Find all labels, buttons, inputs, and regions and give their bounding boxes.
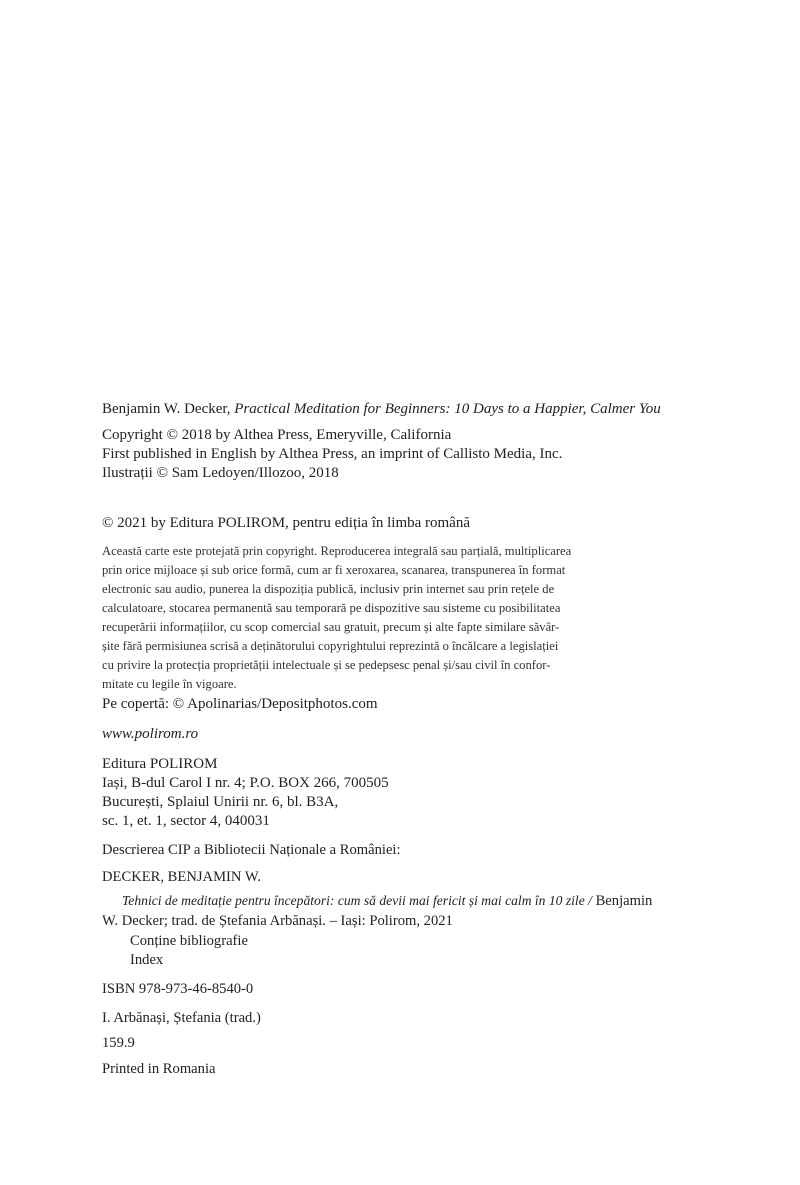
publisher-bucharest-address: București, Splaiul Unirii nr. 6, bl. B3A, [102,794,339,810]
cip-publication-line: W. Decker; trad. de Ștefania Arbănași. – Iași: Polirom, 2021 [102,913,453,929]
cip-heading: Descrierea CIP a Bibliotecii Naționale a României: [102,842,401,858]
cip-note-index: Index [130,952,164,968]
printed-in: Printed in Romania [102,1061,216,1077]
cip-isbn: ISBN 978-973-46-8540-0 [102,981,254,997]
publisher-bucharest-address-2: sc. 1, et. 1, sector 4, 040031 [102,813,270,829]
legal-notice-line: electronic sau audio, punerea la dispoziția publică, inclusiv prin internet sau prin rețele de [102,582,555,596]
credits-copyright: Copyright © 2018 by Althea Press, Emeryville, California [102,427,452,443]
legal-notice-line: recuperării informațiilor, cu scop comercial sau gratuit, precum și alte fapte similare săvâr- [102,620,560,634]
credits-author: Benjamin W. Decker, [102,401,231,417]
cip-title-rest: Benjamin [595,893,653,909]
legal-notice-line: prin orice mijloace și sub orice formă, cum ar fi xeroxarea, scanarea, transpunerea în format [102,563,566,577]
cip-translator: I. Arbănași, Ștefania (trad.) [102,1010,261,1026]
website-link[interactable]: www.polirom.ro [102,726,199,742]
edition-copyright: © 2021 by Editura POLIROM, pentru ediția în limba română [102,515,470,531]
cip-note-bibliography: Conține bibliografie [130,933,248,949]
legal-notice-line: Această carte este protejată prin copyright. Reproducerea integrală sau parțială, multiplicarea [102,544,572,558]
cip-title-line [122,894,652,909]
credits-author-title-line [102,402,661,417]
credits-first-published: First published in English by Althea Press, an imprint of Callisto Media, Inc. [102,446,563,462]
credits-original-title: Practical Meditation for Beginners: 10 Days to a Happier, Calmer You [234,401,661,417]
cip-classification: 159.9 [102,1035,135,1051]
legal-notice-line: șite fără permisiunea scrisă a deținătorului copyrightului reprezintă o încălcare a legislației [102,639,559,653]
publisher-name: Editura POLIROM [102,756,218,772]
cip-title-italic: Tehnici de meditație pentru începători: cum să devii mai fericit și mai calm în 10 zile / [122,893,592,908]
legal-notice-line: cu privire la protecția proprietății intelectuale și se pedepsesc penal și/sau civil în confor- [102,658,551,672]
legal-notice-line: calculatoare, stocarea permanentă sau temporară pe dispozitive sau sisteme cu posibilitatea [102,601,561,615]
cip-author-heading: DECKER, BENJAMIN W. [102,869,261,885]
publisher-iasi-address: Iași, B-dul Carol I nr. 4; P.O. BOX 266, 700505 [102,775,389,791]
credits-illustrations: Ilustrații © Sam Ledoyen/Illozoo, 2018 [102,465,339,481]
legal-notice-line: mitate cu legile în vigoare. [102,677,237,691]
cover-credit: Pe copertă: © Apolinarias/Depositphotos.com [102,696,378,712]
